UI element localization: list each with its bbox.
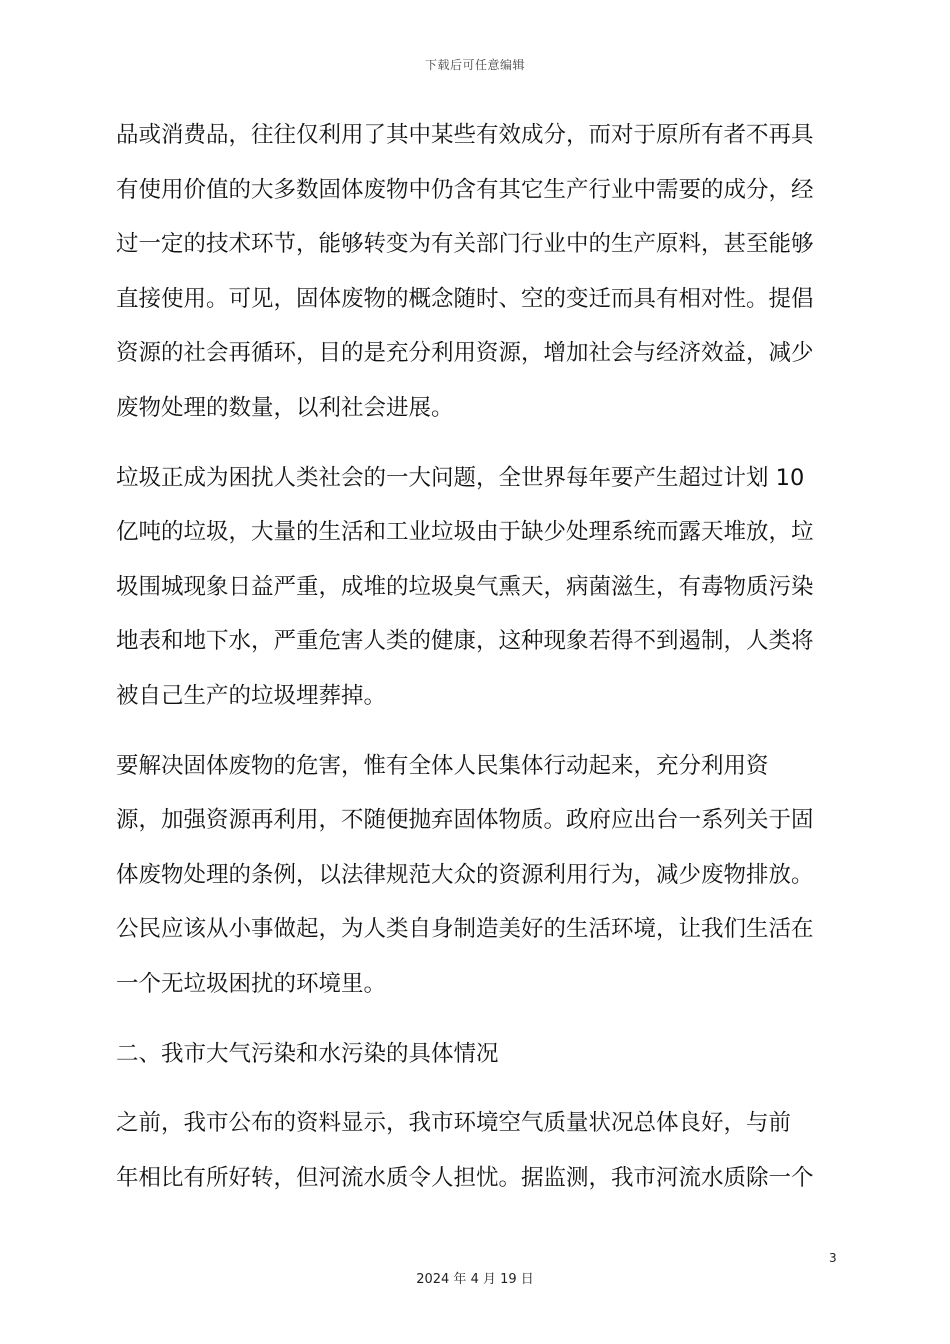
text-line: 废物处理的数量，以利社会进展。 [116, 394, 454, 421]
paragraph-2 [116, 451, 834, 724]
paragraph-gap [116, 724, 834, 739]
text-line: 要解决固体废物的危害，惟有全体人民集体行动起来，充分利用资 [116, 752, 769, 779]
paragraph-gap [116, 436, 834, 451]
paragraph-gap [116, 1081, 834, 1096]
text-line: 体废物处理的条例，以法律规范大众的资源利用行为，减少废物排放。 [116, 861, 814, 888]
text-line: 圾围城现象日益严重，成堆的垃圾臭气熏天，病菌滋生，有毒物质污染 [116, 573, 814, 600]
paragraph-5 [116, 1096, 834, 1205]
footer-date: 2024 年 4 月 19 日 [416, 1272, 534, 1287]
text-line: 资源的社会再循环，目的是充分利用资源，增加社会与经济效益，减少 [116, 340, 814, 367]
heading-line: 二、我市大气污染和水污染的具体情况 [116, 1040, 499, 1067]
text-line: 源，加强资源再利用，不随便抛弃固体物质。政府应出台一系列关于固 [116, 807, 814, 834]
text-line: 过一定的技术环节，能够转变为有关部门行业中的生产原料，甚至能够 [116, 231, 814, 258]
header-note: 下载后可任意编辑 [424, 58, 525, 72]
text-line: 之前，我市公布的资料显示，我市环境空气质量状况总体良好，与前 [116, 1110, 792, 1137]
paragraph-gap [116, 1012, 834, 1027]
text-line: 被自己生产的垃圾埋葬掉。 [116, 682, 387, 709]
text-line: 有使用价值的大多数固体废物中仍含有其它生产行业中需要的成分，经 [116, 176, 814, 203]
text-line: 亿吨的垃圾，大量的生活和工业垃圾由于缺少处理系统而露天堆放，垃 [116, 519, 814, 546]
text-line: 一个无垃圾困扰的环境里。 [116, 970, 387, 997]
text-line: 直接使用。可见，固体废物的概念随时、空的变迁而具有相对性。提倡 [116, 285, 814, 312]
text-line: 垃圾正成为困扰人类社会的一大问题，全世界每年要产生超过计划 10 [116, 464, 805, 491]
text-line: 地表和地下水，严重危害人类的健康，这种现象若得不到遏制，人类将 [116, 628, 814, 655]
text-line: 品或消费品，往往仅利用了其中某些有效成分，而对于原所有者不再具 [116, 122, 814, 148]
document-body [116, 108, 834, 1205]
paragraph-1 [116, 108, 834, 436]
page-number: 3 [829, 1251, 837, 1265]
text-line: 公民应该从小事做起，为人类自身制造美好的生活环境，让我们生活在 [116, 916, 814, 943]
text-line: 年相比有所好转，但河流水质令人担忧。据监测，我市河流水质除一个 [116, 1164, 814, 1191]
paragraph-3 [116, 739, 834, 1012]
section-heading [116, 1027, 834, 1082]
